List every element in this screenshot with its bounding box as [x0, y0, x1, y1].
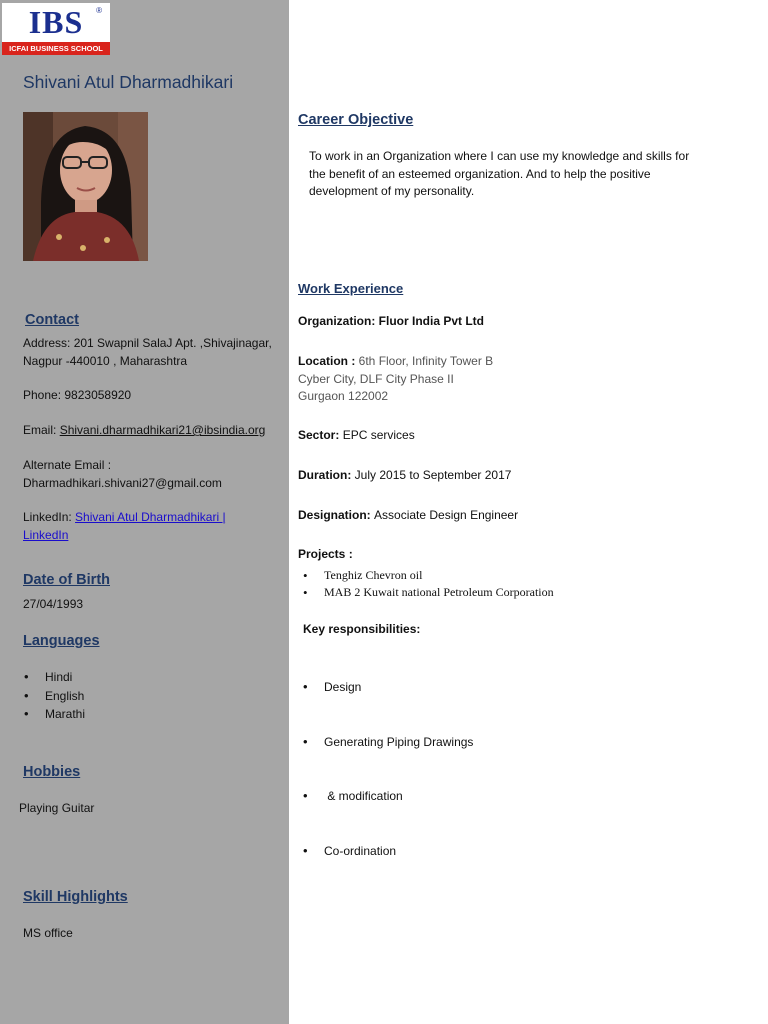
work-experience-heading: Work Experience [298, 281, 404, 296]
responsibility-item: • Co-ordination [302, 842, 473, 861]
profile-photo [23, 112, 148, 261]
location-label: Location : [298, 354, 359, 368]
duration-value: July 2015 to September 2017 [354, 468, 512, 482]
hobbies-value: Playing Guitar [19, 801, 95, 815]
designation [298, 507, 518, 525]
alt-email-label: Alternate Email : [23, 458, 112, 472]
organization: Organization: Fluor India Pvt Ltd [298, 314, 484, 328]
address-line1: Address: 201 Swapnil SalaJ Apt. ,Shivajinagar, [23, 336, 272, 350]
responsibilities-list [302, 642, 473, 878]
location-line1: 6th Floor, Infinity Tower B [358, 354, 494, 368]
logo-subtitle: ICFAI BUSINESS SCHOOL [2, 42, 110, 55]
sector-label: Sector: [298, 428, 343, 442]
address [23, 335, 272, 370]
responsibilities-label: Key responsibilities: [303, 622, 421, 636]
project-item: • MAB 2 Kuwait national Petroleum Corporation [302, 584, 554, 601]
career-objective-heading: Career Objective [298, 112, 414, 128]
email-label: Email: [23, 423, 60, 437]
projects-label: Projects : [298, 547, 353, 561]
designation-label: Designation: [298, 508, 375, 522]
linkedin-link[interactable]: Shivani Atul Dharmadhikari | [75, 510, 226, 524]
candidate-name: Shivani Atul Dharmadhikari [23, 72, 234, 92]
sector-value: EPC services [342, 428, 415, 442]
responsibility-item: • & modification [302, 787, 473, 806]
designation-value: Associate Design Engineer [374, 508, 519, 522]
dob-value: 27/04/1993 [23, 597, 84, 611]
logo-mark: IBS [28, 4, 84, 40]
logo-registered: ® [96, 6, 102, 15]
duration [298, 467, 511, 485]
language-item: • Marathi [23, 705, 85, 724]
sector [298, 427, 415, 445]
skills-heading: Skill Highlights [23, 889, 128, 905]
career-line1: To work in an Organization where I can use my knowledge and skills for [309, 149, 690, 163]
address-line2: Nagpur -440010 , Maharashtra [23, 353, 188, 368]
projects-list [302, 567, 554, 601]
career-objective-text [309, 148, 689, 201]
alt-email-value[interactable]: Dharmadhikari.shivani27@gmail.com [23, 475, 222, 490]
location-line2: Cyber City, DLF City Phase II [298, 371, 454, 386]
email [23, 422, 265, 440]
linkedin-label: LinkedIn: [23, 510, 76, 524]
responsibility-item: • Design [302, 678, 473, 697]
language-item: • Hindi [23, 668, 85, 687]
contact-heading: Contact [25, 312, 79, 328]
location-line3: Gurgaon 122002 [298, 389, 389, 403]
email-link[interactable]: Shivani.dharmadhikari21@ibsindia.org [59, 423, 266, 437]
languages-heading: Languages [23, 633, 100, 649]
duration-label: Duration: [298, 468, 355, 482]
responsibility-item: • Generating Piping Drawings [302, 733, 473, 752]
languages-list [23, 668, 85, 724]
career-line3: development of my personality. [309, 184, 475, 198]
hobbies-heading: Hobbies [23, 764, 81, 780]
linkedin-link-line2[interactable]: LinkedIn [23, 527, 69, 542]
dob-heading: Date of Birth [23, 572, 110, 588]
language-item: • English [23, 687, 85, 706]
alternate-email [23, 457, 222, 492]
location [298, 353, 493, 406]
ibs-logo [2, 3, 110, 55]
project-item: • Tenghiz Chevron oil [302, 567, 554, 584]
career-line2: the benefit of an esteemed organization. And to help the positive [309, 166, 651, 181]
profile-photo-image [23, 112, 148, 261]
skills-value: MS office [23, 926, 73, 940]
linkedin [23, 509, 226, 544]
phone: Phone: 9823058920 [23, 388, 132, 402]
